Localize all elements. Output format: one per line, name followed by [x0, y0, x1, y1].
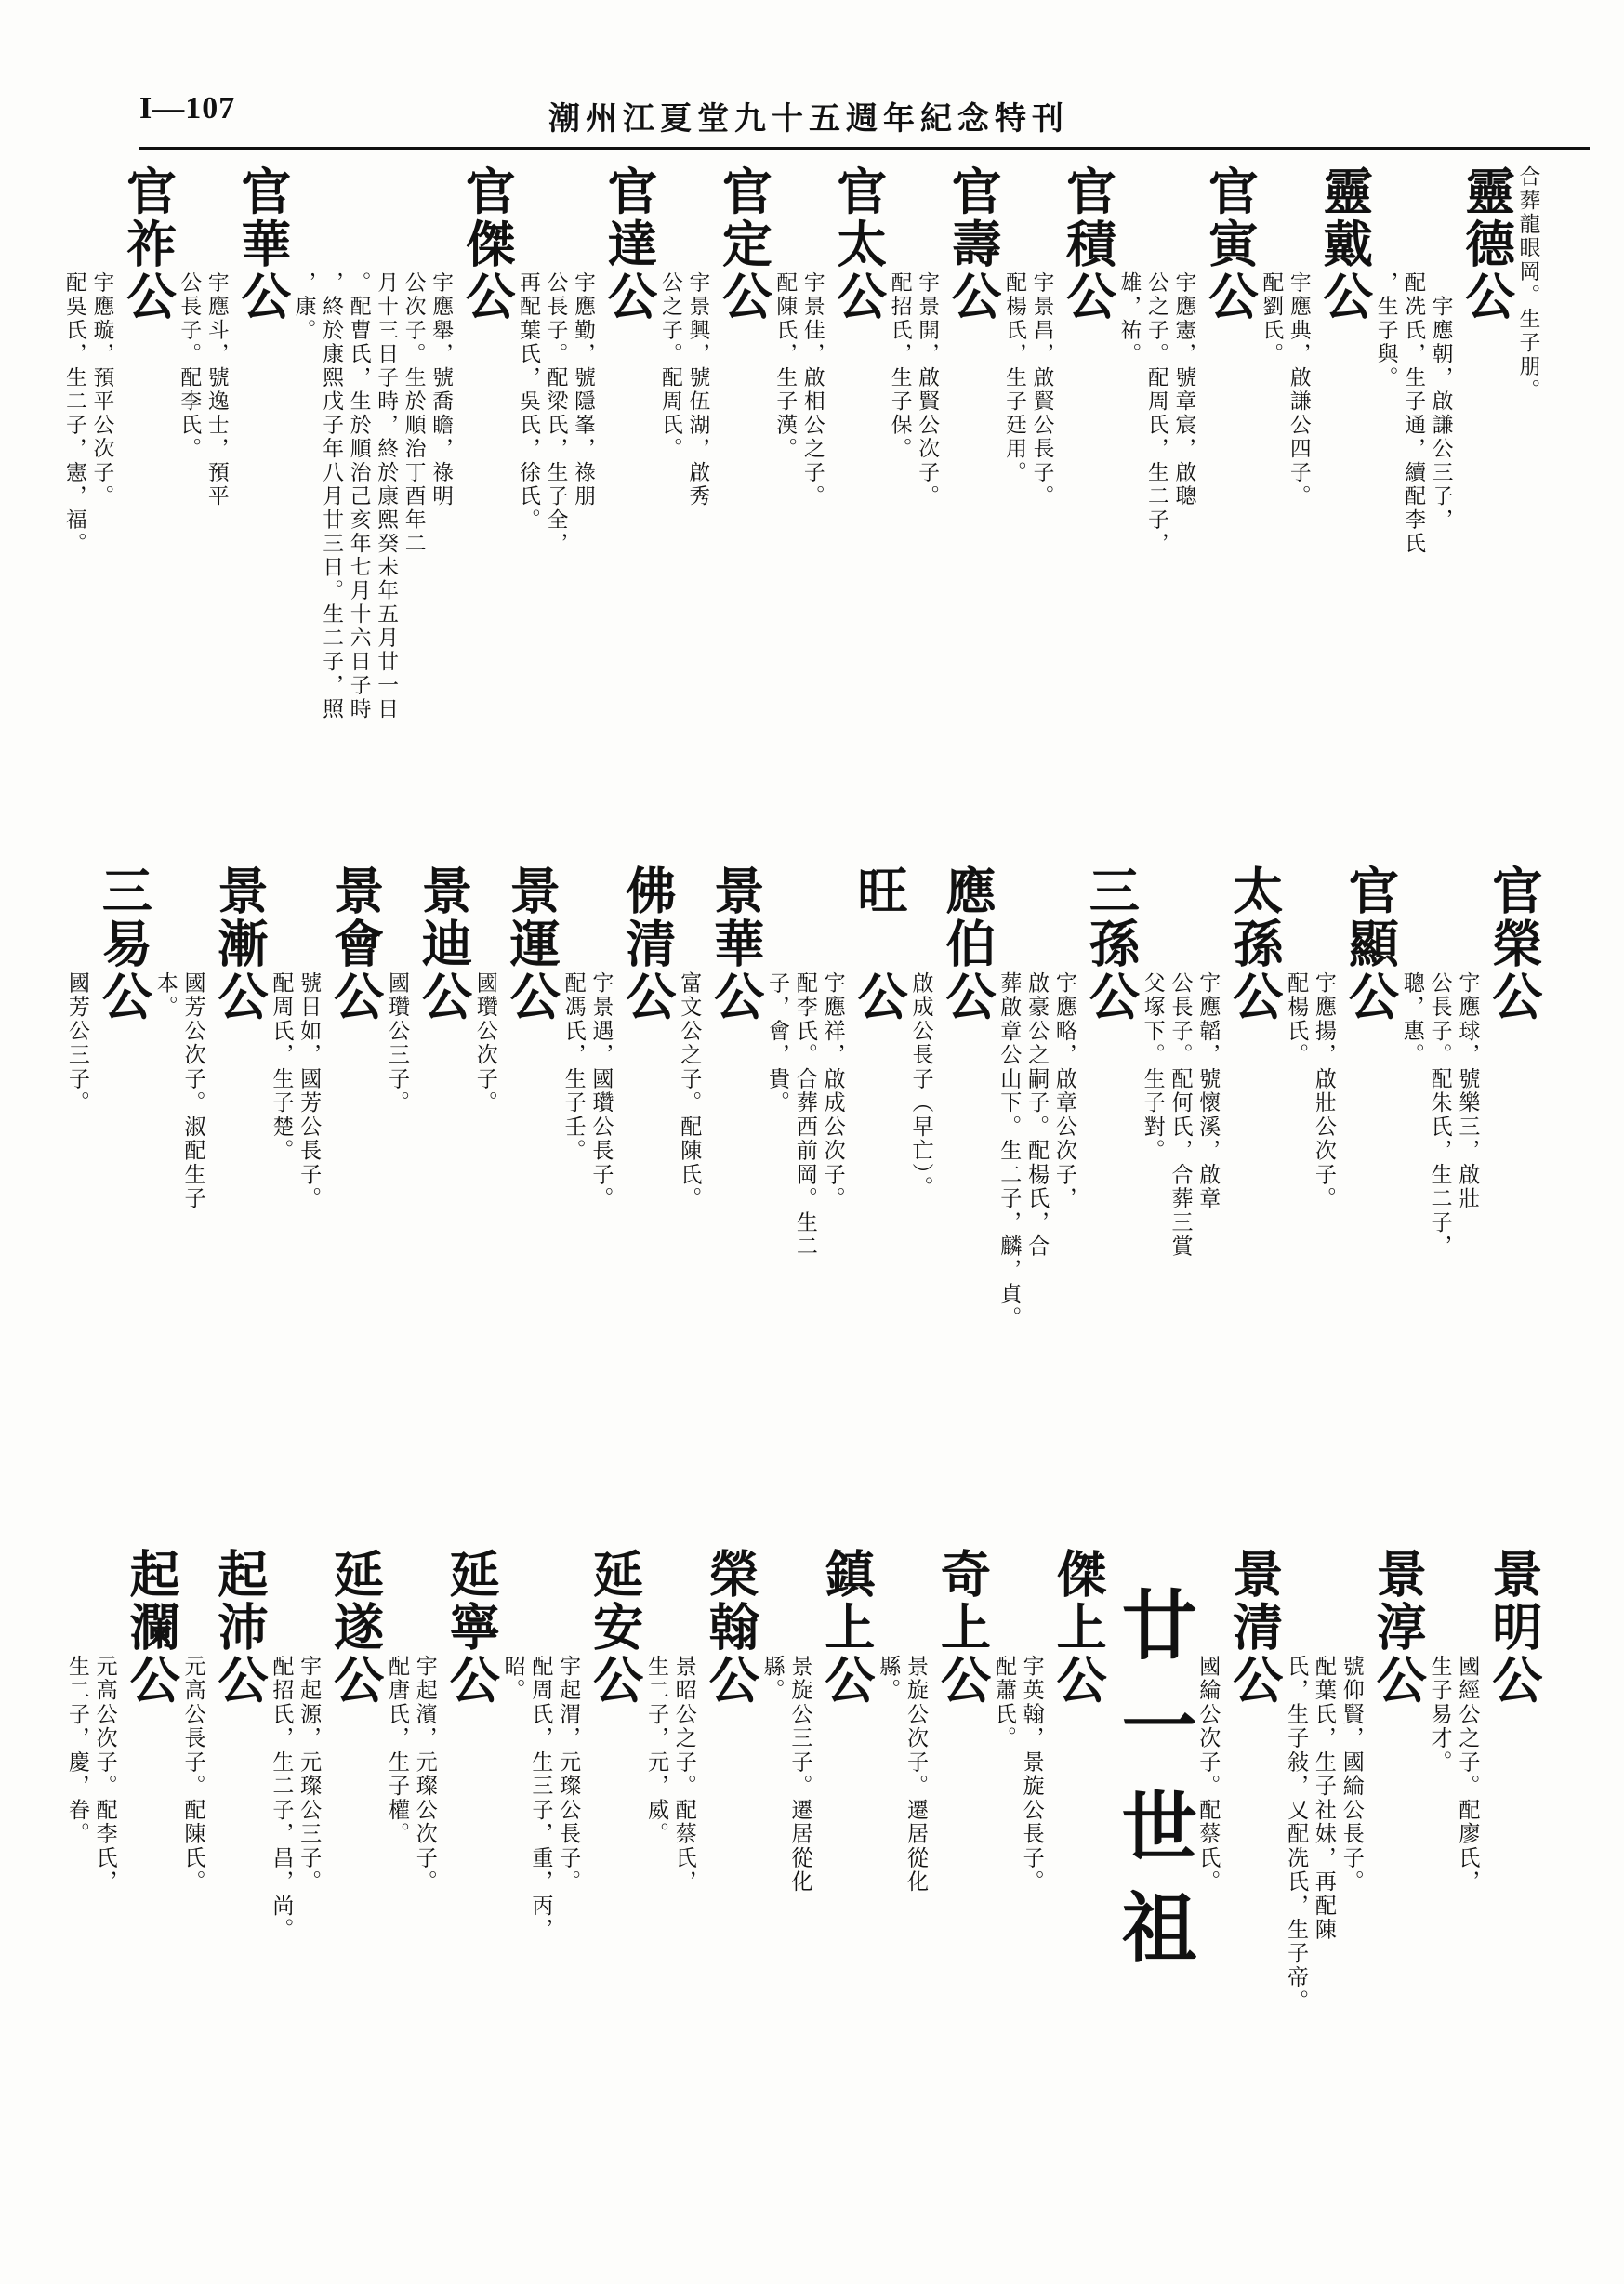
entry-description-line: 宇應略，啟章公次子，	[1051, 971, 1077, 1211]
entry-description-line: ，生子與。	[1373, 271, 1399, 390]
ancestor-name: 起沛公	[209, 1548, 269, 1707]
ancestor-name: 官榮公	[1484, 865, 1543, 1023]
entry-description-line: 號仰賢，國綸公長子。	[1339, 1655, 1365, 1895]
entry-description-line: 配馮氏，生子壬。	[561, 971, 587, 1164]
genealogy-entry	[997, 165, 1117, 677]
ancestor-name: 官寅公	[1199, 165, 1259, 323]
genealogy-entry	[768, 165, 888, 677]
entry-description-line: 縣。	[759, 1655, 786, 1703]
entry-description-line: 本。	[152, 971, 178, 1020]
genealogy-entry	[176, 1548, 269, 2027]
genealogy-entry	[380, 865, 473, 1324]
entry-description-line: 啟成公長子（早亡）。	[908, 971, 934, 1200]
entry-description-line: 國綸公次子。配蔡氏。	[1195, 1655, 1221, 1895]
ancestor-name: 景漸公	[209, 865, 269, 1023]
entry-description-line: 元高公長子。配陳氏。	[180, 1655, 206, 1895]
entry-description-line: 配招氏，生二子，昌，尚。	[268, 1655, 295, 1942]
ancestor-name: 延寧公	[441, 1548, 501, 1707]
entry-description-line: 公長子。配朱氏，生二子，	[1427, 971, 1453, 1259]
ancestor-name: 鎮上公	[816, 1548, 876, 1707]
entry-description-line: 生二子，元，威。	[643, 1655, 669, 1847]
genealogy-entry	[1369, 165, 1516, 677]
genealogy-entry	[1191, 1548, 1284, 2027]
entry-description-line: 國芳公次子。淑配生子	[180, 971, 206, 1211]
ancestor-name: 延遂公	[324, 1548, 385, 1707]
entry-description-line: 配李氏。合葬西前岡。生二	[792, 971, 818, 1259]
entry-description-line: 雄，祐。	[1116, 271, 1142, 366]
entry-description-line: 景旋公次子。遷居從化	[903, 1655, 929, 1895]
lower-register	[60, 1548, 1543, 2027]
entry-description-line: 宇應璇，預平公次子。	[89, 271, 115, 508]
ancestor-name: 官達公	[599, 165, 658, 323]
entry-description-line: 宇英翰，景旋公長子。	[1019, 1655, 1045, 1895]
entry-description-line: 。配曹氏，生於順治己亥年七月十六日子時	[346, 271, 372, 722]
genealogy-entry	[380, 1548, 501, 2027]
entry-description-line: 宇應揚，啟壯公次子。	[1311, 971, 1337, 1211]
entry-description-line: 宇應憲，號章宸，啟聰	[1171, 271, 1196, 508]
ancestor-name: 榮翰公	[700, 1548, 760, 1707]
entry-description-line: 景旋公三子。遷居從化	[787, 1655, 813, 1895]
entry-description-line: 配周氏，生三子，重，丙，	[527, 1655, 554, 1942]
genealogy-entry	[883, 165, 1002, 677]
entry-description-line: 再配葉氏，吳氏，徐氏。	[515, 271, 541, 533]
genealogy-entry	[1422, 1548, 1543, 2027]
entry-description-line: 父塚下。生子對。	[1140, 971, 1166, 1164]
page-header	[139, 91, 1590, 150]
entry-description-line: 公長子。配梁氏，生子全，	[543, 271, 569, 556]
entry-description-line: 昭。	[500, 1655, 526, 1703]
entry-description-line: 配蕭氏。	[991, 1655, 1017, 1751]
entry-description-line: 配周氏，生子楚。	[268, 971, 295, 1164]
entry-description-line: 葬啟章公山下。生二子，麟，貞。	[996, 971, 1022, 1331]
ancestor-name: 官積公	[1058, 165, 1117, 323]
entry-description-line: ，終於康熙戊子年八月廿三日。生二子，照	[318, 271, 344, 722]
genealogy-entry	[1279, 865, 1400, 1324]
entry-description-line: 宇應韜，號懷溪，啟章	[1195, 971, 1221, 1211]
ancestor-name: 景淳公	[1367, 1548, 1428, 1707]
entry-description-line: 氏，生子敍，又配冼氏，生子帝。	[1283, 1655, 1309, 2014]
entry-description-line: 子，會，貴。	[764, 971, 790, 1116]
entry-description-line: 配唐氏，生子權。	[384, 1655, 410, 1847]
genealogy-entry	[654, 165, 773, 677]
ancestor-name: 三易公	[93, 865, 153, 1023]
genealogy-entry	[672, 865, 765, 1324]
entry-description-line: 國瓚公三子。	[384, 971, 410, 1116]
entry-description-line: 配陳氏，生子漢。	[772, 271, 798, 461]
entry-description-line: 宇景遇，國瓚公長子。	[588, 971, 614, 1211]
ancestor-name: 景迪公	[413, 865, 473, 1023]
genealogy-entry	[264, 1548, 385, 2027]
genealogy-entry	[992, 865, 1141, 1331]
genealogy-entry	[264, 865, 385, 1324]
ancestor-name: 官顯公	[1340, 865, 1400, 1023]
entry-description-line: 宇應斗，號逸士，預平	[204, 271, 230, 508]
entry-description-line: 宇應典，啟謙公四子。	[1286, 271, 1312, 508]
continued-text: 合葬龍眼岡。生子朋。	[1515, 165, 1541, 403]
genealogy-entry	[760, 865, 909, 1324]
running-title: 潮州江夏堂九十五週年紀念特刊	[548, 100, 1069, 138]
ancestor-name: 應伯公	[937, 865, 997, 1023]
ancestor-name: 太孫公	[1224, 865, 1284, 1023]
entry-description-line: 景昭公之子。配蔡氏，	[671, 1655, 697, 1895]
entry-description-line: 配葉氏，生子社妹，再配陳	[1311, 1655, 1337, 1942]
ancestor-name: 官定公	[713, 165, 773, 323]
ancestor-name: 官太公	[828, 165, 888, 323]
entry-description-line: 宇景佳，啟相公之子。	[799, 271, 825, 508]
entry-description-line: 月十三日子時，終於康熙癸未年五月廿一日	[373, 271, 399, 722]
entry-description-line: 啟豪公之嗣子。配楊氏，合	[1023, 971, 1050, 1259]
entry-description-line: 公之子。配周氏。	[657, 271, 683, 461]
genealogy-entry	[287, 165, 516, 722]
ancestor-name: 官壽公	[943, 165, 1002, 323]
ancestor-name: 佛清公	[617, 865, 677, 1023]
entry-description-line: 配吳氏，生二子，憲，福。	[61, 271, 87, 556]
entry-description-line: 國經公之子。配廖氏，	[1454, 1655, 1481, 1895]
entry-description-line: 宇起源，元璨公三子。	[296, 1655, 322, 1895]
entry-description-line: 宇景興，號伍湖，啟秀	[685, 271, 710, 508]
genealogy-entry	[172, 165, 292, 677]
entry-description-line: 聰，惠。	[1399, 971, 1425, 1068]
upper-register	[58, 165, 1541, 722]
ancestor-name: 靈德公	[1457, 165, 1516, 323]
generation-heading: 廿一世祖	[1109, 1585, 1198, 1989]
ancestor-name: 靈戴公	[1314, 165, 1374, 323]
entry-description-line: 宇應朝，啟謙公三子，	[1428, 271, 1454, 533]
entry-description-line: 配楊氏。	[1283, 971, 1309, 1068]
ancestor-name: 景會公	[324, 865, 385, 1023]
entry-description-line: 生二子，慶，眷。	[64, 1655, 90, 1847]
ancestor-name: 景明公	[1484, 1548, 1543, 1707]
ancestor-name: 景華公	[705, 865, 765, 1023]
entry-description-line: 元高公次子。配李氏，	[92, 1655, 118, 1895]
genealogy-entry	[58, 165, 178, 677]
genealogy-entry	[60, 1548, 181, 2027]
genealogy-entry	[511, 165, 658, 677]
entry-description-line: 宇景開，啟賢公次子。	[914, 271, 940, 508]
entry-description-line: 公次子。生於順治丁酉年二	[401, 271, 427, 556]
ancestor-name: 官祚公	[118, 165, 178, 323]
entry-description-line: 生子易才。	[1427, 1655, 1453, 1775]
genealogy-entry	[556, 865, 677, 1324]
genealogy-entry	[1395, 865, 1543, 1324]
genealogy-entry	[495, 1548, 644, 2027]
entry-description-line: 縣。	[875, 1655, 901, 1703]
ancestor-name: 官華公	[232, 165, 292, 323]
genealogy-entry	[60, 865, 153, 1324]
ancestor-name: 三孫公	[1080, 865, 1141, 1023]
entry-description-line: 宇應祥，啟成公次子。	[820, 971, 846, 1211]
entry-description-line: 配招氏，生子保。	[887, 271, 913, 461]
ancestor-name: 奇上公	[931, 1548, 992, 1707]
genealogy-entry	[987, 1548, 1108, 2027]
ancestor-name: 傑上公	[1048, 1548, 1108, 1707]
entry-description-line: 配劉氏。	[1258, 271, 1284, 366]
middle-register	[60, 865, 1543, 1331]
ancestor-name: 旺 公	[849, 865, 909, 1023]
page-number: I—107	[139, 91, 236, 125]
entry-description-line: 宇起濱，元璨公次子。	[412, 1655, 438, 1895]
entry-description-line: 宇起渭，元璨公長子。	[555, 1655, 581, 1895]
genealogy-entry	[904, 865, 997, 1324]
entry-description-line: 公長子。配何氏，合葬三賞	[1168, 971, 1194, 1259]
genealogy-entry	[1254, 165, 1374, 677]
genealogy-entry	[1136, 865, 1284, 1324]
entry-description-line: 配楊氏，生子廷用。	[1001, 271, 1027, 485]
entry-description-line: 宇應舉，號喬瞻，祿明	[428, 271, 454, 508]
ancestor-name: 延安公	[584, 1548, 644, 1707]
entry-description-line: 公長子。配李氏。	[177, 271, 202, 461]
genealogy-entry	[1112, 165, 1259, 677]
genealogy-entry	[755, 1548, 876, 2027]
entry-description-line: 富文公之子。配陳氏。	[676, 971, 702, 1211]
entry-description-line: 宇應球，號樂三，啟壯	[1454, 971, 1481, 1211]
entry-description-line: 國芳公三子。	[64, 971, 90, 1116]
ancestor-name: 起瀾公	[121, 1548, 181, 1707]
genealogy-entry	[1279, 1548, 1428, 2027]
genealogy-entry	[871, 1548, 992, 2027]
genealogy-entry	[640, 1548, 760, 2027]
entry-description-line: 號日如，國芳公長子。	[296, 971, 322, 1211]
genealogy-entry	[469, 865, 561, 1324]
entry-description-line: 宇應勤，號隱峯，祿朋	[570, 271, 596, 508]
ancestor-name: 官傑公	[456, 165, 516, 323]
ancestor-name: 景運公	[501, 865, 561, 1023]
ancestor-name: 景清公	[1224, 1548, 1284, 1707]
entry-description-line: 公之子。配周氏，生二子，	[1143, 271, 1169, 556]
entry-description-line: 宇景昌，啟賢公長子。	[1029, 271, 1055, 508]
genealogy-entry	[149, 865, 269, 1324]
entry-description-line: ，康。	[291, 271, 317, 343]
entry-description-line: 配冼氏，生子通，續配李氏	[1400, 271, 1426, 556]
entry-description-line: 國瓚公次子。	[472, 971, 498, 1116]
